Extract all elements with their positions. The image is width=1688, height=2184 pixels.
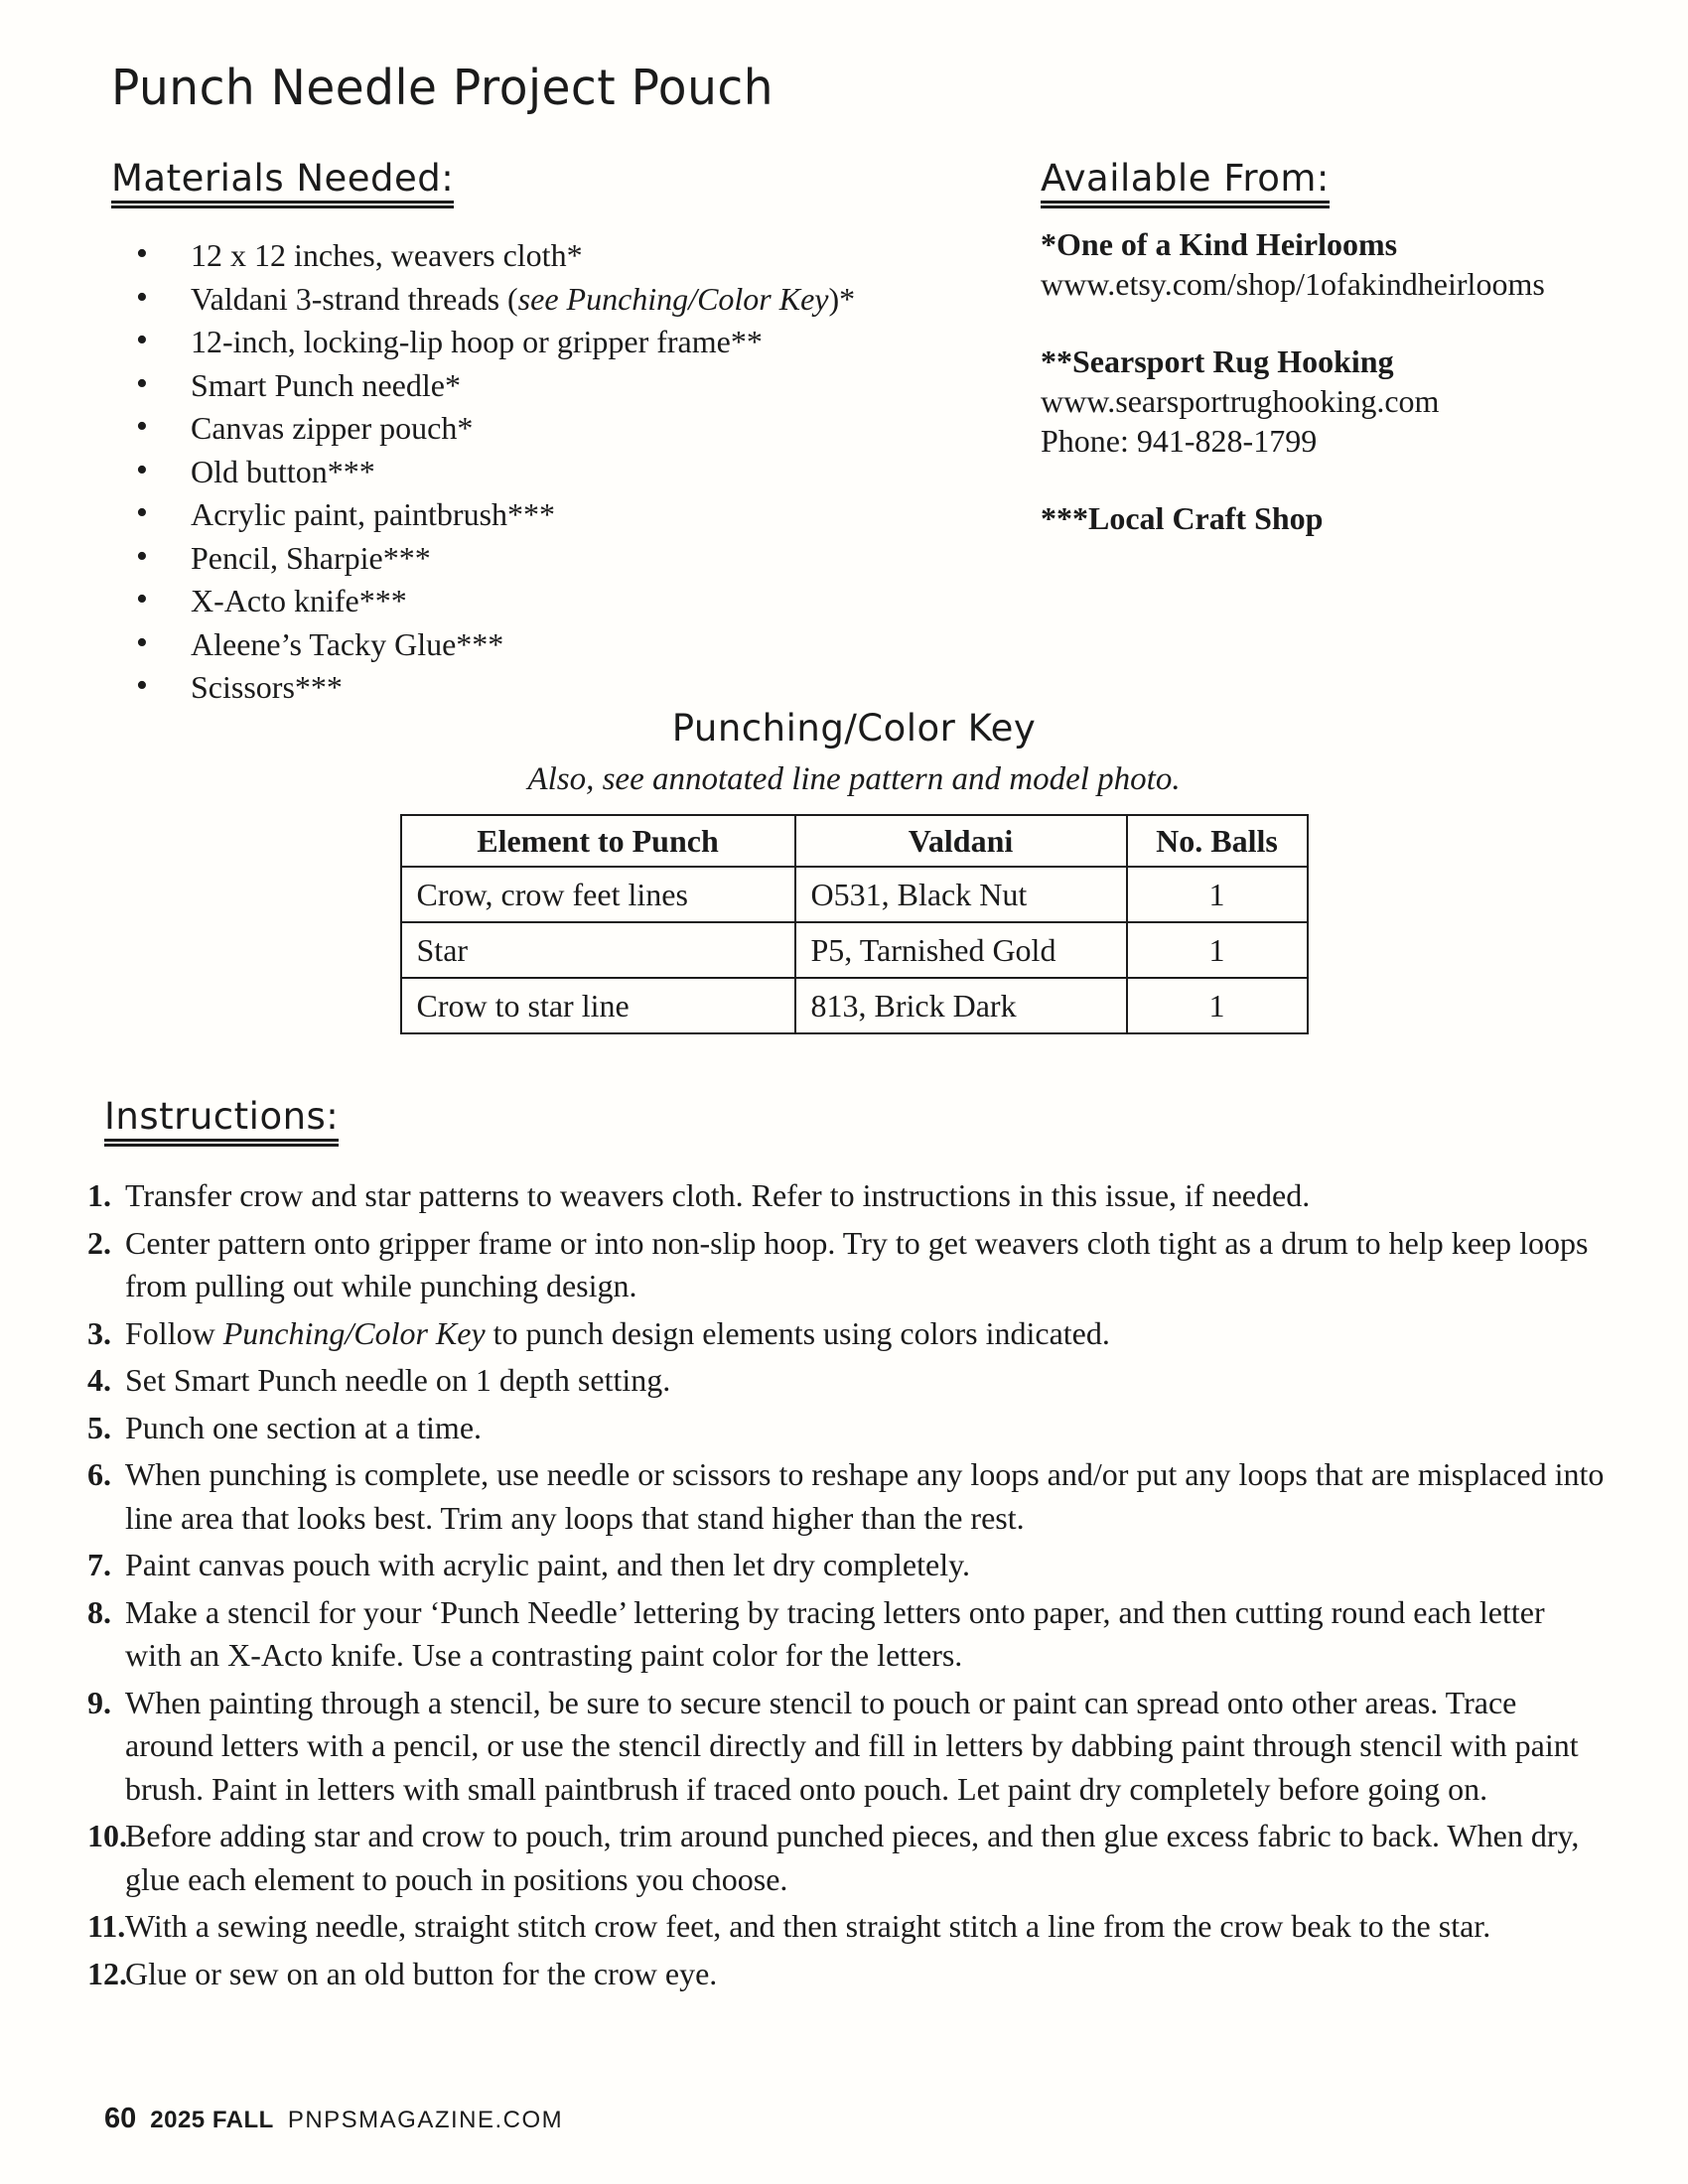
table-row bbox=[401, 978, 1308, 1033]
instruction-step bbox=[87, 1407, 1605, 1450]
materials-item-text: Scissors*** bbox=[191, 669, 343, 705]
step-number: 2. bbox=[87, 1224, 111, 1261]
materials-list bbox=[111, 234, 965, 710]
materials-item-text: Valdani 3-strand threads (see Punching/Color Key)* bbox=[191, 280, 856, 317]
materials-section bbox=[111, 157, 965, 710]
instruction-step bbox=[87, 1544, 1605, 1587]
step-number: 1. bbox=[87, 1177, 111, 1213]
table-row bbox=[401, 922, 1308, 978]
materials-item bbox=[111, 321, 965, 364]
cell-balls: 1 bbox=[1127, 867, 1308, 922]
step-number: 10. bbox=[87, 1818, 127, 1853]
step-number: 11. bbox=[87, 1908, 126, 1944]
bullet-marker: • bbox=[136, 408, 148, 445]
source-block bbox=[1041, 341, 1617, 461]
materials-item-text: Old button*** bbox=[191, 453, 375, 489]
materials-item-text: Pencil, Sharpie*** bbox=[191, 539, 431, 576]
instruction-step bbox=[87, 1905, 1605, 1949]
materials-item-text: 12-inch, locking-lip hoop or gripper frame** bbox=[191, 324, 763, 359]
table-header-row bbox=[401, 815, 1308, 867]
issue-label: 2025 FALL bbox=[150, 2107, 274, 2133]
page-footer bbox=[104, 2103, 563, 2135]
materials-item bbox=[111, 234, 965, 278]
materials-item-text: X-Acto knife*** bbox=[191, 583, 407, 618]
available-from-section bbox=[1041, 157, 1617, 576]
materials-item-text: Acrylic paint, paintbrush*** bbox=[191, 496, 556, 532]
step-text: Center pattern onto gripper frame or into non-slip hoop. Try to get weavers cloth tight as a drum to help keep loops from pulling out while punching design. bbox=[125, 1224, 1589, 1303]
materials-item bbox=[111, 666, 965, 710]
source-name: *One of a Kind Heirlooms bbox=[1041, 226, 1398, 262]
instruction-step bbox=[87, 1222, 1605, 1308]
color-key-heading: Punching/Color Key bbox=[671, 707, 1037, 750]
materials-item bbox=[111, 451, 965, 494]
bullet-marker: • bbox=[136, 451, 148, 488]
step-text: Set Smart Punch needle on 1 depth setting. bbox=[125, 1362, 671, 1398]
source-block bbox=[1041, 224, 1617, 304]
available-from-heading: Available From: bbox=[1041, 157, 1617, 208]
cell-valdani: P5, Tarnished Gold bbox=[795, 922, 1127, 978]
step-text: Before adding star and crow to pouch, trim around punched pieces, and then glue excess fabric to back. When dry, glue each element to pouch in positions you choose. bbox=[125, 1818, 1580, 1897]
step-number: 9. bbox=[87, 1684, 111, 1720]
col-header-balls: No. Balls bbox=[1127, 815, 1308, 867]
materials-heading: Materials Needed: bbox=[111, 157, 965, 208]
materials-item-text: Smart Punch needle* bbox=[191, 366, 461, 403]
col-header-element: Element to Punch bbox=[401, 815, 795, 867]
source-url: www.etsy.com/shop/1ofakindheirlooms bbox=[1041, 266, 1545, 302]
cell-element: Star bbox=[401, 922, 795, 978]
step-text: Make a stencil for your ‘Punch Needle’ lettering by tracing letters onto paper, and then cutting round each letter with an X-Acto knife. Use a contrasting paint color for the letters. bbox=[125, 1593, 1545, 1673]
materials-item bbox=[111, 278, 965, 322]
page-title: Punch Needle Project Pouch bbox=[111, 60, 774, 117]
instruction-step bbox=[87, 1591, 1605, 1678]
cell-element: Crow, crow feet lines bbox=[401, 867, 795, 922]
step-number: 12. bbox=[87, 1955, 127, 1991]
bullet-marker: • bbox=[136, 235, 148, 272]
col-header-valdani: Valdani bbox=[795, 815, 1127, 867]
bullet-marker: • bbox=[136, 494, 148, 531]
source-block bbox=[1041, 498, 1617, 538]
color-key-section bbox=[104, 707, 1604, 1034]
bullet-marker: • bbox=[136, 322, 148, 358]
materials-item bbox=[111, 537, 965, 581]
instruction-step bbox=[87, 1312, 1605, 1356]
step-text: Paint canvas pouch with acrylic paint, and then let dry completely. bbox=[125, 1547, 970, 1582]
step-number: 6. bbox=[87, 1456, 111, 1492]
step-number: 8. bbox=[87, 1593, 111, 1630]
materials-item bbox=[111, 407, 965, 451]
step-text: Transfer crow and star patterns to weavers cloth. Refer to instructions in this issue, if needed. bbox=[125, 1177, 1311, 1213]
bullet-marker: • bbox=[136, 667, 148, 704]
instruction-step bbox=[87, 1359, 1605, 1403]
instructions-list bbox=[87, 1174, 1605, 1995]
step-text: When punching is complete, use needle or scissors to reshape any loops and/or put any loops that are misplaced into line area that looks best. Trim any loops that stand higher than the rest. bbox=[125, 1456, 1605, 1536]
materials-item-text: Aleene’s Tacky Glue*** bbox=[191, 625, 504, 662]
source-name: **Searsport Rug Hooking bbox=[1041, 343, 1394, 379]
page-number: 60 bbox=[104, 2103, 137, 2134]
instruction-step bbox=[87, 1953, 1605, 1996]
step-text: When painting through a stencil, be sure to secure stencil to pouch or paint can spread onto other areas. Trace around letters with a pencil, or use the stencil directly and fill in letters by dabbing paint through stencil with paint brush. Paint in letters with small paintbrush if traced onto pouch. Let paint dry completely before going on. bbox=[125, 1684, 1579, 1807]
cell-valdani: O531, Black Nut bbox=[795, 867, 1127, 922]
cell-element: Crow to star line bbox=[401, 978, 795, 1033]
source-url: www.searsportrughooking.com bbox=[1041, 383, 1440, 419]
bullet-marker: • bbox=[136, 537, 148, 575]
instruction-step bbox=[87, 1174, 1605, 1218]
cell-balls: 1 bbox=[1127, 978, 1308, 1033]
step-text: Follow Punching/Color Key to punch design elements using colors indicated. bbox=[125, 1314, 1110, 1351]
step-text: With a sewing needle, straight stitch crow feet, and then straight stitch a line from the crow beak to the star. bbox=[125, 1908, 1491, 1944]
source-phone: Phone: 941-828-1799 bbox=[1041, 423, 1318, 459]
cell-valdani: 813, Brick Dark bbox=[795, 978, 1127, 1033]
materials-item bbox=[111, 580, 965, 623]
bullet-marker: • bbox=[136, 364, 148, 402]
materials-item-text: Canvas zipper pouch* bbox=[191, 410, 474, 446]
materials-item bbox=[111, 364, 965, 408]
step-number: 5. bbox=[87, 1409, 111, 1445]
color-key-note: Also, see annotated line pattern and model photo. bbox=[527, 761, 1181, 797]
bullet-marker: • bbox=[136, 581, 148, 617]
source-name: ***Local Craft Shop bbox=[1041, 500, 1324, 536]
magazine-site: PNPSMAGAZINE.COM bbox=[287, 2107, 564, 2133]
materials-item-text: 12 x 12 inches, weavers cloth* bbox=[191, 237, 583, 273]
instructions-heading: Instructions: bbox=[104, 1095, 1605, 1147]
step-text: Punch one section at a time. bbox=[125, 1409, 483, 1445]
table-row bbox=[401, 867, 1308, 922]
instructions-section bbox=[87, 1095, 1605, 1999]
instruction-step bbox=[87, 1815, 1605, 1901]
step-number: 7. bbox=[87, 1547, 111, 1582]
step-number: 4. bbox=[87, 1362, 111, 1398]
cell-balls: 1 bbox=[1127, 922, 1308, 978]
step-text: Glue or sew on an old button for the crow eye. bbox=[125, 1955, 718, 1991]
materials-item bbox=[111, 493, 965, 537]
instruction-step bbox=[87, 1682, 1605, 1812]
bullet-marker: • bbox=[136, 623, 148, 661]
materials-item bbox=[111, 623, 965, 667]
step-number: 3. bbox=[87, 1314, 111, 1351]
instruction-step bbox=[87, 1453, 1605, 1540]
bullet-marker: • bbox=[136, 278, 148, 316]
color-key-table bbox=[400, 814, 1309, 1034]
